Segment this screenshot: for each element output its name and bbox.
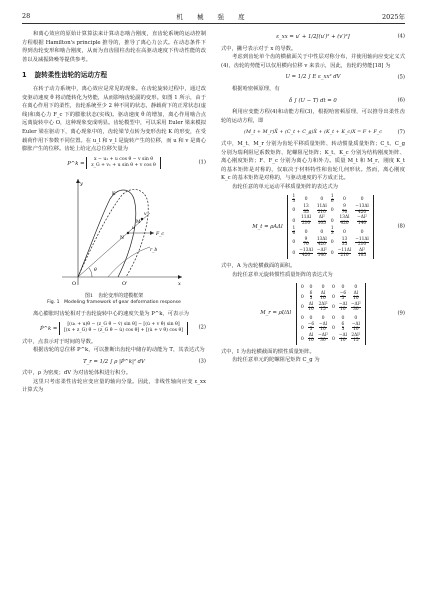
matrix-cell: 0 [331,294,335,300]
paragraph: 式中，ρ 为密度；dV 为对齿轮体积进行积分。 [22,370,132,377]
matrix-cell: 0 [360,229,364,235]
matrix-cell: $\frac{-\Delta l}{10}$ [318,322,328,333]
matrix-cell: $\frac{\text{−Δl²}}{140}$ [357,215,367,226]
equation-number: (5) [397,74,405,81]
section-number: 1 [22,71,27,80]
matrix-cell: 0 [330,218,334,224]
paragraph: 考虑到齿轮单个齿的横截面关于中性层对称分布，并使用轴向应变定义式(4)，齿轮的势能可以仅用横向位移 v 来表示，因此，齿轮的势能[18] 为 [221,54,405,69]
svg-text:O': O' [122,281,128,288]
matrix-cell: $\frac{6}{5}$ [341,322,345,333]
paragraph: 式中，点表示对于时间的导数。 [22,338,97,345]
svg-text:N: N [120,236,124,242]
matrix-cell: 0 [309,315,313,321]
section-title: 旋转柔性齿轮的运动方程 [34,71,108,80]
paragraph: 齿轮任意的单元运动平移质量矩阵的表达式为 [232,183,338,190]
page-number: 28 [22,12,31,20]
header-rule [22,23,405,24]
matrix-cell: $\frac{-13\Delta l}{420}$ [299,247,313,258]
matrix-cell: 0 [330,208,334,214]
matrix-cell: $\frac{\Delta l}{10}$ [353,290,359,302]
matrix-cell: $\frac{6}{5}$ [309,290,313,302]
matrix-cell: $\frac{-6}{5}$ [307,322,315,333]
equation-9: M_r = ρI/Δl 0 0 0 0 0 0 0 $\frac{6}{5}$ $\frac{\Delta l}{10}$ 0 $\frac{-6}{5}$ $\frac{\Delta l}{10}$ 0 $\frac{\Delta l}{10}$ $\frac{\text{2Δl²}}{15}$ 0 $\frac{-\Delta l}{10}$ $\frac{\text{−Δl²}}{30}$ 0 0 0 0 0 0 0 $\frac{-6}{5}$ $\frac{-\Delta l}{10}$ 0 $\frac{6}{5}$ $\frac{-\Delta l}{10}$ 0 $\frac{\Delta l}{10}$ $\frac{\text{−Δl²}}{30}$ 0 $\frac{-\Delta l}{10}$ $\frac{\text{2Δl²}}{15}$ (9) [260,284,405,344]
matrix-cell: 0 [331,336,335,342]
matrix-cell: $\frac{-11\Delta l}{210}$ [355,236,369,248]
matrix-cell: 0 [343,229,346,235]
paragraph: 式中，A 为齿轮横截面的面积。 [221,263,296,270]
matrix-cell: 0 [309,284,313,290]
paragraph: 根据齿轮的总位移 P^k，可以推断出齿轮中储存的动能为 T，其表达式为 [33,347,205,354]
matrix-cell: 0 [321,315,325,321]
svg-text:r_b: r_b [150,248,158,254]
equation-number: (6) [397,97,405,104]
equation-number: (9) [397,310,405,317]
matrix-cell: 0 [320,229,324,235]
paragraph: 齿轮任意单元旋转惯性质量矩阵的表达式为 [232,271,333,278]
matrix-cell: $\frac{9}{70}$ [303,236,309,248]
svg-text:u: u [132,226,135,232]
equation-3: T_r = 1/2 ∫ ρ |Ṗ^k|² dV (3) [83,358,206,365]
equation-7: (M_t + M_r)Ẍ + (C_t + C_g)Ẋ + (K_t + K_c)X = F + F_c (7) [244,129,405,136]
paragraph: 在转子动力系统中，离心效应是常见的现象。在齿轮旋转过程中，通过改变驱动速度 θ 将动能转化为势能，从而影响齿轮副的变形。如图 1 所示，由于在离心作用下的柔性，齿轮系统至少 2 种不同的状态，静载荷下的正常状态(虚线)和离心力 F_c 下的膨胀状态(实线)。驱动速度 θ 的增加，离心作用啮合点远离旋转中心 O，这种现象变成明显。齿轮模型中，可以采用 Euler 梁来模拟 Euler 梁在驱动下，离心现象中的，齿轮梁节点转为变形齿轮 K 的形变，在受载荷作用下参数不同位置。在 u_l 和 v_l 是旋转产生的位移，而 u 和 v 是离心膨胀产生的位移。齿轮上给定点总位移矢量为 [22,85,206,153]
paragraph: 离心膨胀时齿轮相对于齿轮旋转中心的速度矢量为 P^k，可表示为 [33,311,189,318]
matrix-cell: $\frac{1}{3}$ [330,225,334,237]
matrix-cell: 0 [300,294,304,300]
matrix-cell: 0 [330,240,334,246]
equation-number: (2) [198,324,206,331]
matrix-cell: $\frac{11\Delta l}{210}$ [301,215,312,226]
matrix-cell: 0 [300,315,304,321]
matrix-cell: 0 [343,197,346,203]
matrix-cell: $\frac{-\Delta l}{10}$ [338,301,347,313]
mass-matrix-mr [296,283,366,345]
matrix-cell: 0 [321,284,325,290]
equation-number: (3) [198,358,206,365]
section-heading [22,71,206,80]
matrix-cell: $\frac{-13\Delta l}{420}$ [355,204,369,215]
paragraph: 和离心效应的原始计算算法来计算动态啮合刚度，直齿轮系统的运动控制方程根据 Hamilton's principle 推导的，推导了离心力公式。在动态条件下得到齿轮变形和啮合刚度，从而为直齿圆柱齿轮在高驱动速度下传动性能的改善以及减振降噪等提供参考。 [22,31,206,63]
matrix-cell: 0 [354,315,358,321]
matrix-cell: 0 [331,284,335,290]
svg-text:y: y [80,181,83,188]
mass-matrix-mt [287,195,373,260]
matrix-cell: 0 [320,197,324,203]
matrix-cell: $\frac{-11\Delta l}{210}$ [337,247,352,258]
equation-number: (8) [397,223,405,230]
matrix-cell: 0 [341,284,345,290]
issue-year: 2025年 [381,13,405,21]
equation-1: P^k = x − u₁ + u cos θ − v sin θ z_G + v₁ + u sin θ + v cos θ (1) [67,156,206,169]
matrix-cell: $\frac{\text{−Δl²}}{140}$ [316,247,327,258]
svg-text:F_c: F_c [156,232,164,238]
matrix-cell: $\frac{\text{2Δl²}}{15}$ [351,332,361,344]
matrix-cell: 0 [331,325,335,331]
paragraph: 根据哈密顿原理，有 [232,85,280,92]
matrix-cell: $\frac{\Delta l}{10}$ [308,301,314,313]
equation-2: Ṗ^k = [(u₁ + u)θ̇ − (z_G θ̇ − v̇) sin θ] − [(u̇ + v θ̇) sin θ] [(x + z_G) θ̇ − (z_G θ̇ − u̇) cos θ] + [(u̇ + v θ̇) cos θ] (2) [39,321,206,334]
svg-text:K: K [112,192,116,198]
matrix-cell: 0 [300,284,304,290]
matrix-cell: $\frac{11\Delta l}{210}$ [316,204,327,215]
matrix-cell: 0 [354,284,358,290]
svg-text:M: M [136,220,141,226]
svg-text:v: v [144,212,147,218]
paragraph: 式中，I 为齿轮横截面的惯性质量矩阵。 [221,348,315,355]
matrix-cell: 0 [341,315,345,321]
equation-number: (7) [397,129,405,136]
matrix-cell: 0 [304,197,308,203]
matrix-cell: $\frac{\text{Δl²}}{105}$ [317,215,326,226]
matrix-cell: $\frac{9}{70}$ [341,204,348,215]
equation-8: M_t = ρAΔl $\frac{1}{3}$ 0 0 $\frac{1}{6}$ 0 0 0 $\frac{13}{35}$ $\frac{11\Delta l}{210}$ 0 $\frac{9}{70}$ $\frac{-13\Delta l}{420}$ 0 $\frac{11\Delta l}{210}$ $\frac{\text{Δl²}}{105}$ 0 $\frac{13\Delta l}{420}$ $\frac{\text{−Δl²}}{140}$ $\frac{1}{6}$ 0 0 $\frac{1}{3}$ 0 0 0 $\frac{9}{70}$ $\frac{13\Delta l}{420}$ 0 $\frac{13}{35}$ $\frac{-11\Delta l}{210}$ 0 $\frac{-13\Delta l}{420}$ $\frac{\text{−Δl²}}{140}$ 0 $\frac{-11\Delta l}{210}$ $\frac{\text{Δl²}}{105}$ (8) [252,193,405,258]
matrix-cell: $\frac{-6}{5}$ [339,290,347,302]
matrix-cell: $\frac{\text{2Δl²}}{15}$ [318,301,328,313]
matrix-cell: 0 [292,251,296,257]
matrix-cell: $\frac{13\Delta l}{420}$ [316,236,327,248]
matrix-cell: 0 [331,305,335,311]
figure-caption-en: Fig. 1 Modeling framework of gear deformation response [47,300,181,306]
equation-6: δ ∫ (U − T) dt = 0 (6) [289,97,405,104]
matrix-cell: 0 [330,251,334,257]
paragraph: 式中，撇号表示对于 x 的导数。 [221,45,297,52]
matrix-cell: $\frac{\text{−Δl²}}{30}$ [318,332,328,344]
matrix-cell: $\frac{13}{35}$ [303,204,309,215]
matrix-cell: 0 [300,305,304,311]
matrix-cell: $\frac{1}{6}$ [330,193,334,204]
matrix-cell: $\frac{1}{6}$ [292,225,296,237]
matrix-cell: $\frac{13\Delta l}{420}$ [339,215,350,226]
paragraph: 利用应变能方程(4)和动能方程(3)，根据哈密顿原理，可以推导出柔性齿轮的运动方程，即 [221,109,405,124]
matrix-cell: 0 [300,336,304,342]
matrix-cell: $\frac{\Delta l}{10}$ [320,290,326,302]
matrix-cell: $\frac{-\Delta l}{10}$ [351,322,360,333]
matrix-cell: $\frac{\Delta l}{10}$ [308,332,314,344]
matrix-cell: $\frac{1}{3}$ [292,193,296,204]
matrix-cell: 0 [292,240,296,246]
matrix-cell: 0 [300,325,304,331]
figure-caption-cn: 图1 齿轮变形的建模框架 [84,293,144,300]
svg-text:x: x [178,281,181,288]
matrix-cell: $\frac{-\Delta l}{10}$ [338,332,347,344]
paragraph: 齿轮任意单元的陀螺阻尼矩阵 C_g 为 [232,357,320,364]
equation-number: (4) [397,34,405,40]
paragraph: 式中，M_t、M_r 分别为齿轮平移质量矩阵、转动惯量质量矩阵；C_t、C_g 分别为瑞利阻尼系数矩阵、陀螺阻尼矩阵；K_t、K_c 分别为结构刚度矩阵、离心刚度矩阵；F、F_c 分别为离心力和外力。质量 M_t 和 M_r，刚度 K_t 的基本矩阵是对称的，仅取决于材料特性和齿轮几何形状。然而，离心刚度 K_c 的基本矩阵是对称的，与驱动速度的平方成正比。 [221,140,405,182]
matrix-cell: $\frac{\text{−Δl²}}{30}$ [350,301,361,313]
matrix-cell: 0 [360,197,364,203]
matrix-cell: 0 [292,208,296,214]
svg-text:O: O [72,281,77,288]
matrix-cell: 0 [292,218,296,224]
matrix-cell: $\frac{13}{35}$ [341,236,348,248]
equation-5: U = 1/2 ∫ E ε_xx² dV (5) [285,74,405,81]
matrix-cell: $\frac{\text{Δl²}}{105}$ [357,247,367,258]
journal-title: 机 械 强 度 [176,13,251,21]
gear-deformation-diagram [22,173,206,291]
matrix-cell: 0 [304,229,308,235]
matrix-cell: 0 [331,315,335,321]
paragraph: 这里只考虑柔性齿轮应变应量的轴向分量。因此，非线性轴向应变 ε_xx 计算式为 [22,378,206,394]
svg-text:θ: θ [94,268,97,274]
figure-1 [22,173,206,291]
right-column [221,30,405,365]
left-column [22,30,206,395]
equation-number: (1) [198,159,206,166]
equation-4: ε_xx = u′ + 1/2[(u′)² + (v′)²] (4) [276,34,405,40]
